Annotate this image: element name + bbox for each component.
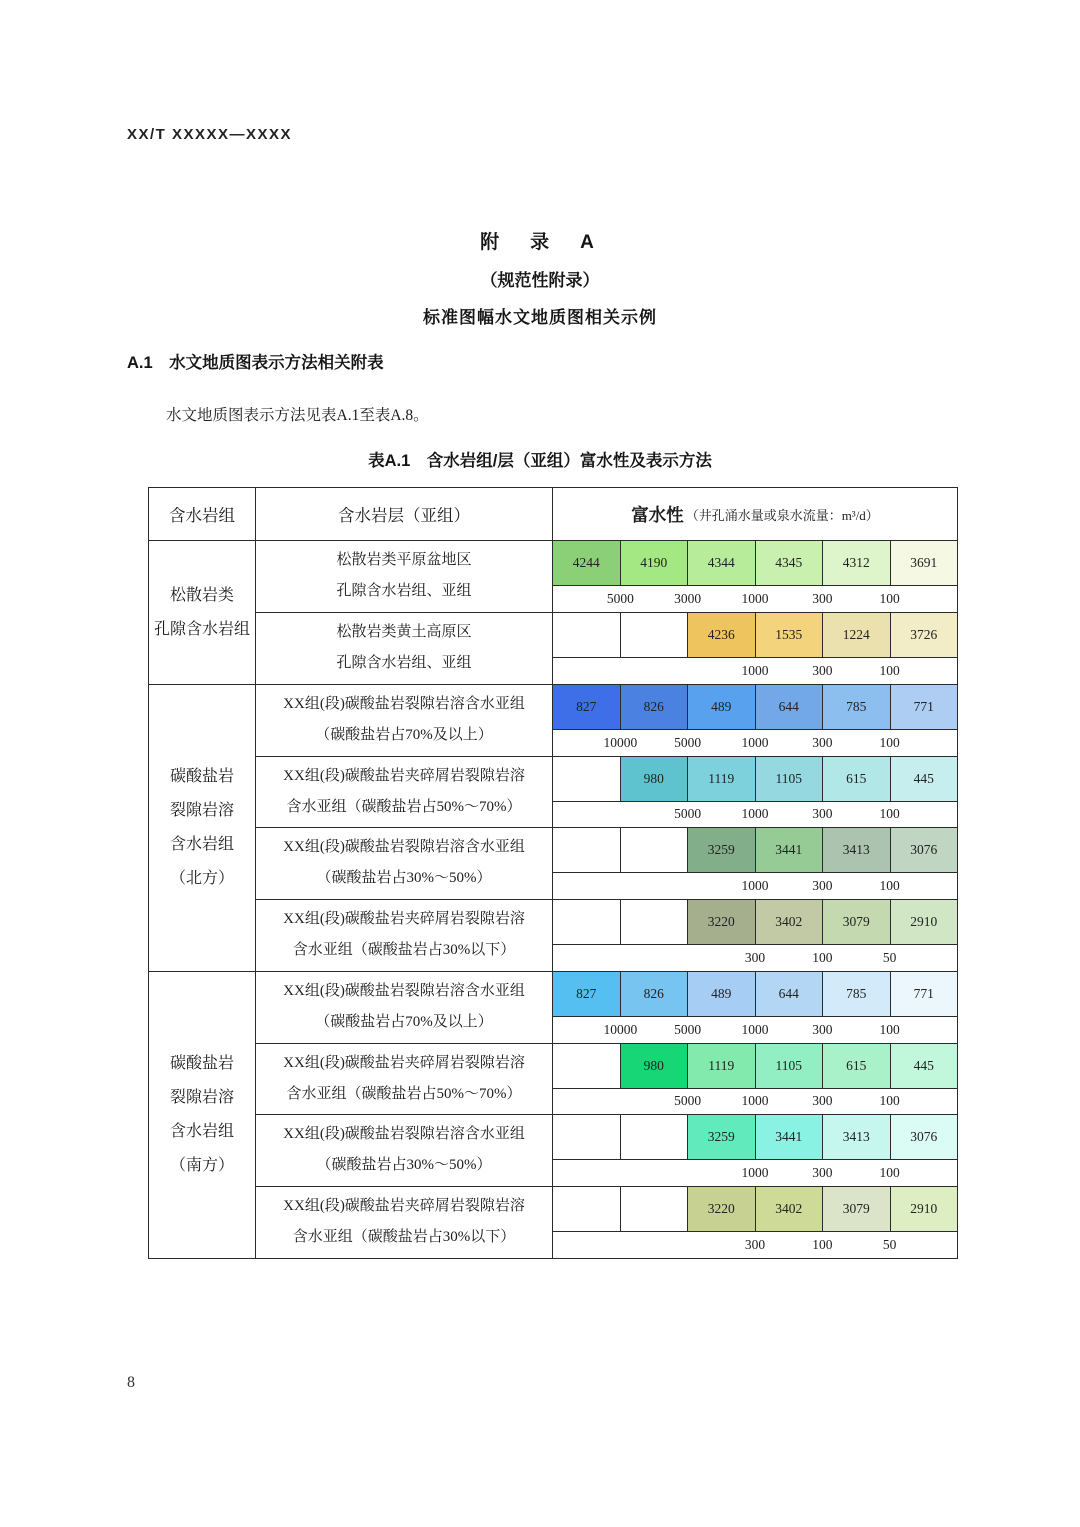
table-row [256,1187,957,1259]
richness-swatch: 4236 [688,613,756,657]
scale-band [553,658,957,685]
richness-swatch-empty [553,900,621,944]
richness-swatch: 615 [823,1044,891,1088]
row-name-cell [256,972,553,1043]
richness-swatch: 1119 [688,757,756,801]
swatch-band [553,1187,957,1232]
row-name-cell [256,685,553,756]
richness-swatch: 615 [823,757,891,801]
richness-swatch-empty [621,1115,689,1159]
richness-swatch: 826 [621,972,689,1016]
richness-swatch-empty [553,757,621,801]
richness-swatch: 1105 [756,1044,824,1088]
scale-number: 5000 [674,734,702,750]
richness-swatch: 489 [688,685,756,729]
richness-swatch: 2910 [891,900,958,944]
scale-number: 50 [882,949,897,965]
richness-swatch: 4344 [688,541,756,585]
richness-swatch-empty [553,828,621,872]
richness-swatch: 3220 [688,900,756,944]
group-label-line: 碳酸盐岩 [169,768,234,785]
richness-cell [553,1044,957,1115]
scale-number: 1000 [741,877,769,893]
richness-swatch: 785 [823,685,891,729]
scale-band [553,586,957,612]
richness-cell [553,757,957,828]
row-name-line: XX组(段)碳酸盐岩夹碎屑岩裂隙岩溶 [283,911,525,928]
scale-band [553,1232,957,1259]
row-name-line: XX组(段)碳酸盐岩裂隙岩溶含水亚组 [283,839,525,856]
richness-swatch: 4345 [756,541,824,585]
row-name-cell [256,1044,553,1115]
swatch-band [553,685,957,730]
scale-number: 100 [879,1093,900,1109]
swatch-band [553,972,957,1017]
richness-swatch: 3259 [688,828,756,872]
swatch-band [553,757,957,802]
table-row [256,685,957,757]
richness-swatch: 3413 [823,1115,891,1159]
group-label-line: （北方） [169,870,234,887]
swatch-band [553,900,957,945]
scale-number: 1000 [741,662,769,678]
swatch-band [553,613,957,658]
row-name-line: （碳酸盐岩占30%～50%） [316,1157,492,1174]
scale-band [553,730,957,756]
scale-number: 100 [879,1164,900,1180]
header-richness-note: （井孔涌水量或泉水流量：m³/d） [685,507,879,523]
group-label-line: 孔隙含水岩组 [153,620,250,638]
group-label-line: 裂隙岩溶 [169,1089,234,1106]
intro-text: 水文地质图表示方法见表A.1至表A.8。 [166,407,429,424]
scale-number: 1000 [741,1093,769,1109]
scale-number: 300 [812,590,833,606]
row-name-line: 孔隙含水岩组、亚组 [336,655,472,672]
richness-swatch: 827 [553,972,621,1016]
richness-swatch: 1224 [823,613,891,657]
richness-swatch: 3413 [823,828,891,872]
row-name-line: XX组(段)碳酸盐岩夹碎屑岩裂隙岩溶 [283,1198,525,1215]
row-name-cell [256,613,553,685]
table-row [256,613,957,685]
appendix-type: （规范性附录） [480,271,600,290]
group-label-cell [149,541,256,684]
richness-swatch: 1535 [756,613,824,657]
richness-swatch: 644 [756,685,824,729]
row-name-line: XX组(段)碳酸盐岩夹碎屑岩裂隙岩溶 [283,1054,525,1071]
group-label-cell [149,685,256,971]
row-name-cell [256,1187,553,1259]
scale-number: 300 [744,1236,766,1252]
richness-table [148,487,958,1259]
richness-swatch: 3441 [756,828,824,872]
scale-band [553,802,957,828]
richness-swatch: 2910 [891,1187,958,1231]
table-group [149,972,957,1258]
scale-number: 5000 [674,1093,702,1109]
page-number: 8 [127,1374,135,1391]
richness-swatch-empty [621,828,689,872]
scale-number: 300 [812,734,833,750]
scale-number: 100 [879,1021,900,1037]
richness-swatch: 1119 [688,1044,756,1088]
table-group [149,685,957,972]
scale-number: 1000 [741,1164,769,1180]
richness-swatch: 445 [891,757,958,801]
header-aquifer-group: 含水岩组 [149,488,256,540]
scale-band [553,945,957,972]
row-name-cell [256,900,553,972]
table-caption: 表A.1 含水岩组/层（亚组）富水性及表示方法 [368,452,712,470]
richness-swatch: 3259 [688,1115,756,1159]
richness-swatch: 785 [823,972,891,1016]
row-name-line: （碳酸盐岩占70%及以上） [315,1014,493,1031]
scale-number: 10000 [603,1021,638,1037]
row-name-line: （碳酸盐岩占30%～50%） [316,870,492,887]
table-row [256,972,957,1044]
scale-number: 100 [879,590,900,606]
scale-number: 1000 [741,590,769,606]
richness-cell [553,541,957,612]
scale-number: 300 [812,806,833,822]
row-name-cell [256,757,553,828]
richness-swatch: 3079 [823,900,891,944]
scale-number: 100 [879,806,900,822]
row-name-line: 松散岩类平原盆地区 [336,552,472,569]
richness-swatch: 3076 [891,1115,958,1159]
richness-swatch: 3402 [756,1187,824,1231]
swatch-band [553,1044,957,1089]
row-name-line: （碳酸盐岩占70%及以上） [315,727,493,744]
richness-cell [553,972,957,1043]
row-name-line: XX组(段)碳酸盐岩裂隙岩溶含水亚组 [283,1126,525,1143]
header-richness-title: 富水性 [631,504,684,525]
scale-number: 300 [812,662,833,678]
scale-number: 100 [879,877,900,893]
scale-number: 300 [812,1093,833,1109]
scale-number: 5000 [674,1021,702,1037]
scale-number: 1000 [741,734,769,750]
group-label-line: 松散岩类 [169,586,234,604]
scale-band [553,1017,957,1043]
richness-swatch: 771 [891,685,958,729]
scale-number: 5000 [674,806,702,822]
group-rows [256,972,957,1258]
scale-number: 300 [744,949,766,965]
group-label-line: 碳酸盐岩 [169,1055,234,1072]
richness-swatch-empty [553,1187,621,1231]
richness-swatch: 980 [621,757,689,801]
row-name-cell [256,1115,553,1186]
group-rows [256,541,957,684]
richness-swatch: 1105 [756,757,824,801]
header-richness [553,488,957,540]
richness-swatch: 3076 [891,828,958,872]
scale-number: 300 [812,1164,833,1180]
row-name-line: 含水亚组（碳酸盐岩占30%以下） [292,942,516,959]
richness-swatch-empty [553,1115,621,1159]
richness-swatch-empty [621,1187,689,1231]
row-name-line: 孔隙含水岩组、亚组 [336,583,472,600]
group-label-line: 含水岩组 [169,836,234,853]
scale-number: 5000 [606,590,634,606]
group-label-line: 含水岩组 [169,1123,234,1140]
richness-swatch-empty [621,900,689,944]
scale-number: 50 [882,1236,897,1252]
scale-band [553,1160,957,1186]
section-heading: A.1 水文地质图表示方法相关附表 [127,354,384,372]
richness-swatch: 826 [621,685,689,729]
richness-cell [553,828,957,899]
group-label-cell [149,972,256,1258]
appendix-subject: 标准图幅水文地质图相关示例 [423,308,657,327]
richness-swatch: 4312 [823,541,891,585]
richness-cell [553,613,957,685]
table-row [256,1115,957,1187]
table-row [256,900,957,972]
richness-cell [553,1187,957,1259]
row-name-line: 含水亚组（碳酸盐岩占30%以下） [292,1229,516,1246]
richness-cell [553,1115,957,1186]
row-name-cell [256,541,553,612]
header-aquifer-layer: 含水岩层（亚组） [256,488,553,540]
richness-swatch: 3402 [756,900,824,944]
richness-swatch: 3079 [823,1187,891,1231]
table-row [256,1044,957,1116]
richness-swatch: 3441 [756,1115,824,1159]
richness-cell [553,900,957,972]
swatch-band [553,828,957,873]
appendix-title: 附 录 A [480,232,600,253]
scale-number: 3000 [674,590,702,606]
scale-band [553,1089,957,1115]
richness-swatch-empty [553,613,621,657]
swatch-band [553,541,957,586]
scale-number: 1000 [741,806,769,822]
table-row [256,828,957,900]
table-groups [149,541,957,1258]
row-name-line: XX组(段)碳酸盐岩裂隙岩溶含水亚组 [283,983,525,1000]
scale-number: 100 [812,1236,833,1252]
table-row [256,541,957,613]
richness-swatch: 489 [688,972,756,1016]
scale-number: 10000 [603,734,638,750]
row-name-line: 含水亚组（碳酸盐岩占50%～70%） [286,798,522,815]
group-rows [256,685,957,971]
table-header-row [149,488,957,541]
richness-swatch-empty [621,613,689,657]
swatch-band [553,1115,957,1160]
richness-swatch: 980 [621,1044,689,1088]
richness-swatch: 4190 [621,541,689,585]
richness-swatch: 445 [891,1044,958,1088]
scale-number: 100 [812,949,833,965]
richness-swatch: 3726 [891,613,958,657]
row-name-line: 松散岩类黄土高原区 [336,624,472,641]
richness-swatch: 644 [756,972,824,1016]
scale-number: 100 [879,734,900,750]
table-row [256,757,957,829]
richness-swatch: 3220 [688,1187,756,1231]
scale-number: 100 [879,662,900,678]
row-name-line: XX组(段)碳酸盐岩夹碎屑岩裂隙岩溶 [283,767,525,784]
richness-swatch-empty [553,1044,621,1088]
row-name-line: XX组(段)碳酸盐岩裂隙岩溶含水亚组 [283,696,525,713]
table-group [149,541,957,685]
richness-swatch: 827 [553,685,621,729]
richness-swatch: 3691 [891,541,958,585]
doc-code: XX/T XXXXX—XXXX [127,126,293,143]
richness-cell [553,685,957,756]
scale-band [553,873,957,899]
scale-number: 300 [812,1021,833,1037]
scale-number: 300 [812,877,833,893]
scale-number: 1000 [741,1021,769,1037]
row-name-cell [256,828,553,899]
group-label-line: 裂隙岩溶 [169,802,234,819]
richness-swatch: 4244 [553,541,621,585]
richness-swatch: 771 [891,972,958,1016]
row-name-line: 含水亚组（碳酸盐岩占50%～70%） [286,1085,522,1102]
appendix-title-block [0,227,1080,328]
group-label-line: （南方） [169,1157,234,1174]
